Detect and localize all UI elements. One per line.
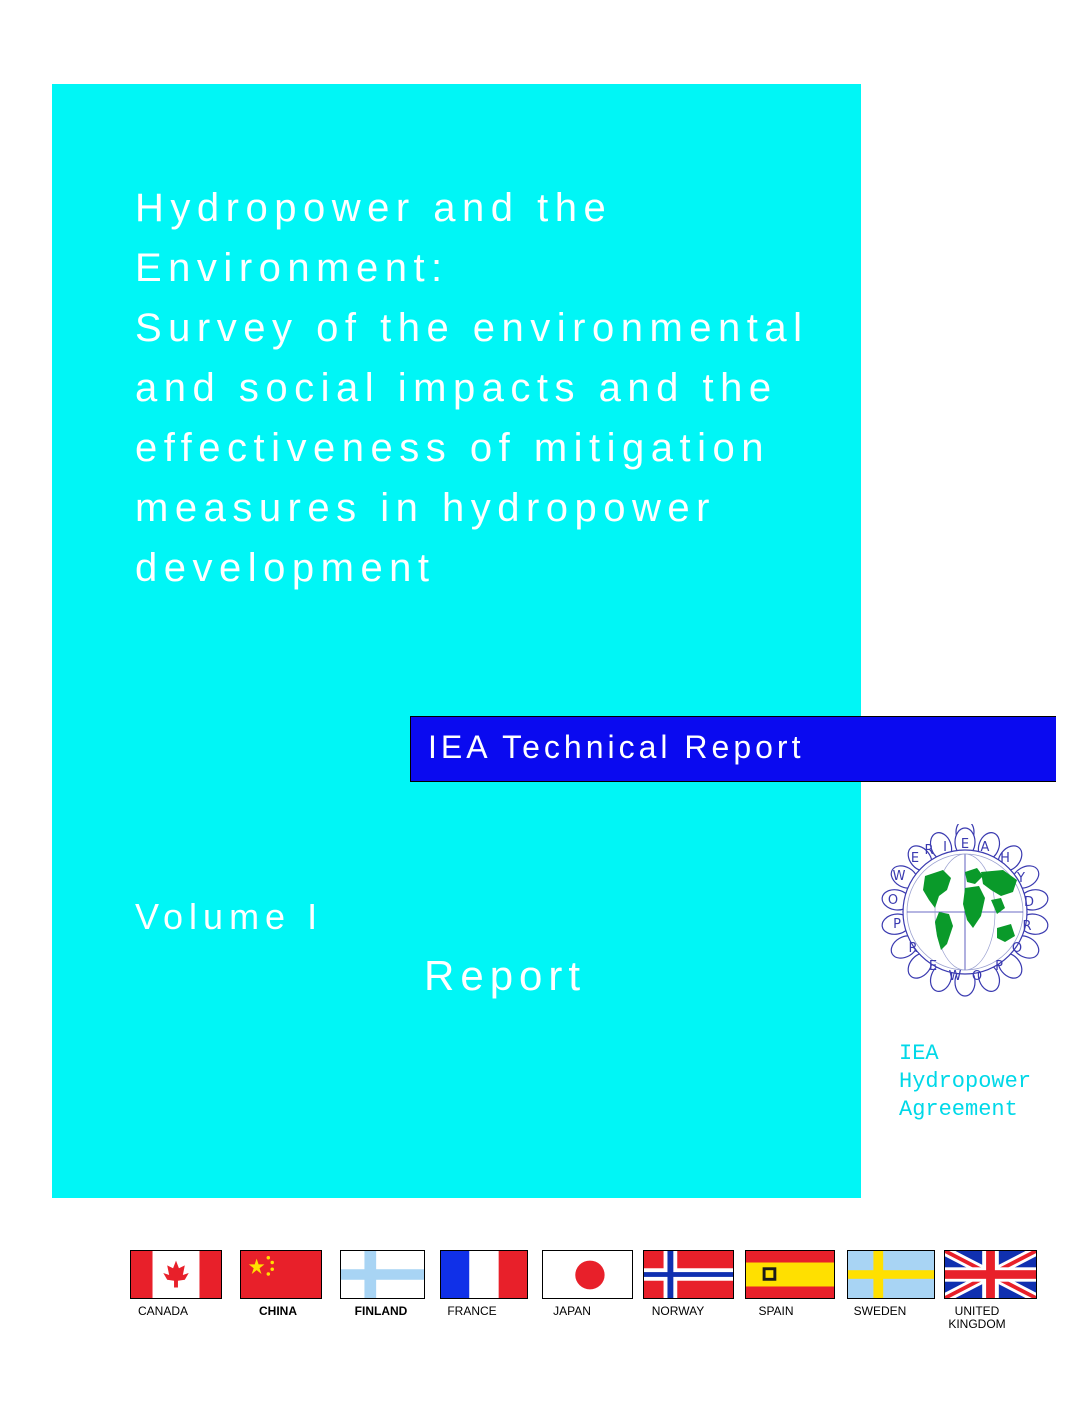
svg-text:E: E — [910, 851, 920, 866]
banner-label: IEA Technical Report — [428, 729, 805, 765]
svg-text:W: W — [948, 969, 962, 984]
flag-label: JAPAN — [553, 1304, 591, 1318]
svg-text:R: R — [924, 843, 934, 858]
title-line: development — [135, 546, 436, 590]
title-line: measures in hydropower — [135, 486, 716, 530]
agreement-line: Agreement — [899, 1097, 1018, 1122]
agreement-line: Hydropower — [899, 1069, 1032, 1094]
title-line: Environment: — [135, 246, 449, 290]
spain-flag-icon — [745, 1250, 835, 1299]
technical-report-banner — [410, 716, 1056, 782]
title-line: Survey of the environmental — [135, 306, 809, 350]
canada-flag-icon — [130, 1250, 222, 1299]
flag-label: FINLAND — [354, 1304, 408, 1318]
svg-text:E: E — [928, 959, 938, 974]
norway-flag-icon — [643, 1250, 734, 1299]
svg-text:H: H — [1000, 851, 1010, 866]
france-flag-icon — [440, 1250, 528, 1299]
svg-text:P: P — [995, 959, 1003, 974]
japan-flag-icon — [542, 1250, 633, 1299]
svg-text:R: R — [1022, 919, 1032, 934]
flag-label: SPAIN — [758, 1304, 794, 1318]
china-flag-icon — [240, 1250, 322, 1299]
svg-text:R: R — [908, 941, 918, 956]
svg-text:E: E — [960, 837, 970, 852]
flag-label: CHINA — [259, 1304, 297, 1318]
svg-text:Y: Y — [1017, 871, 1025, 886]
flag-label: FRANCE — [447, 1304, 497, 1318]
svg-text:I: I — [943, 840, 947, 855]
title-line: Hydropower and the — [135, 186, 613, 230]
finland-flag-icon — [340, 1250, 425, 1299]
svg-text:A: A — [980, 840, 990, 855]
svg-text:O: O — [971, 969, 983, 984]
volume-label: Volume I — [135, 896, 324, 937]
title-line: and social impacts and the — [135, 366, 778, 410]
svg-text:D: D — [1023, 895, 1035, 910]
title-line: effectiveness of mitigation — [135, 426, 771, 470]
agreement-label — [899, 1040, 1031, 1124]
flag-label: NORWAY — [651, 1304, 705, 1318]
svg-text:P: P — [893, 917, 901, 932]
united-kingdom-flag-icon — [944, 1250, 1037, 1299]
flag-label: UNITED KINGDOM — [948, 1304, 1006, 1331]
sweden-flag-icon — [847, 1250, 935, 1299]
flag-label: SWEDEN — [853, 1304, 907, 1318]
report-title — [135, 178, 835, 598]
iea-hydropower-logo — [873, 824, 1058, 999]
volume-subtitle: Report — [424, 952, 587, 999]
flag-label: CANADA — [137, 1304, 188, 1318]
svg-text:W: W — [892, 869, 906, 884]
agreement-line: IEA — [899, 1041, 939, 1066]
svg-text:O: O — [887, 893, 899, 908]
globe-icon — [873, 824, 1058, 999]
svg-text:O: O — [1011, 941, 1023, 956]
